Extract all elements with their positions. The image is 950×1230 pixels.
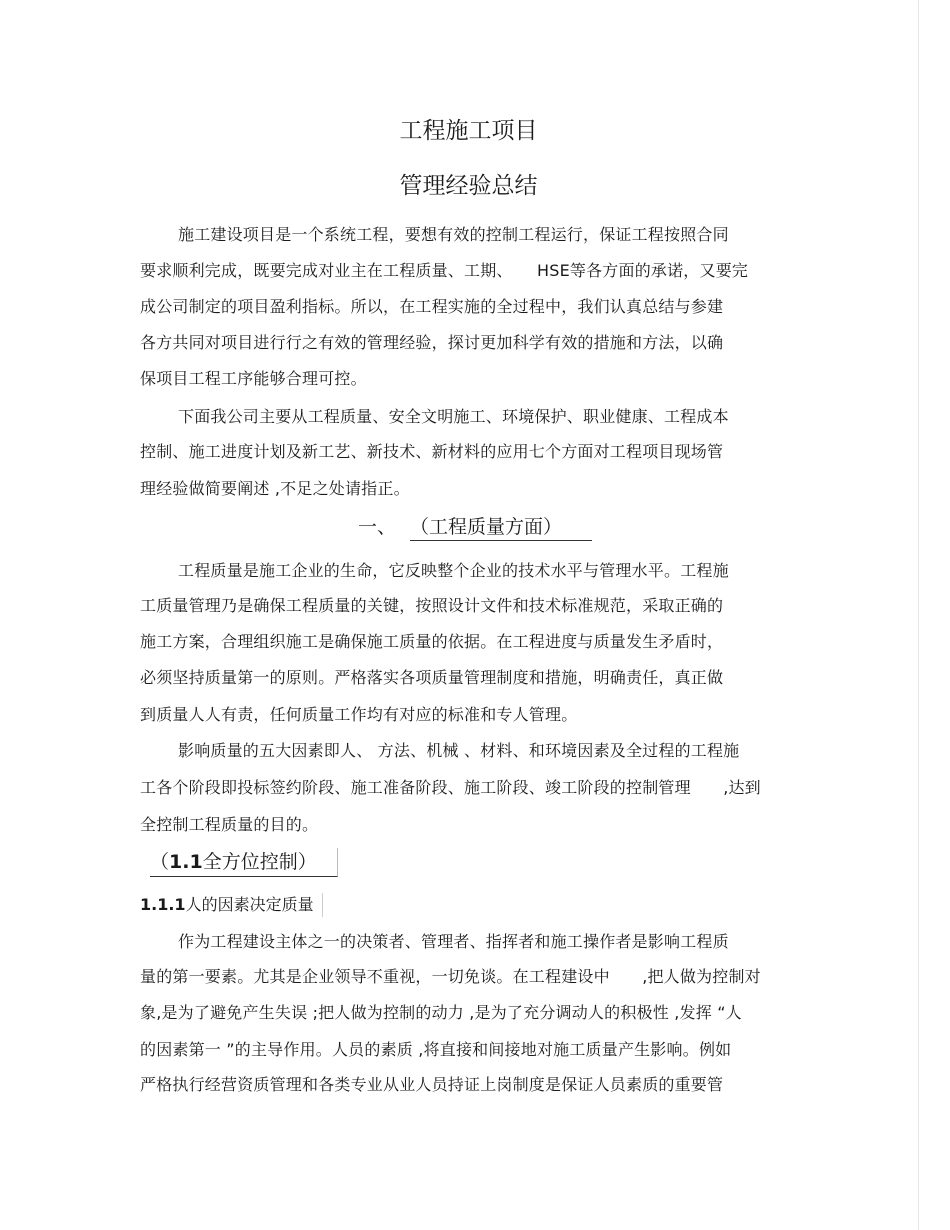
paragraph-line: 严格执行经营资质管理和各类专业从业人员持证上岗制度是保证人员素质的重要管 bbox=[140, 1075, 724, 1094]
document-subtitle: 管理经验总结 bbox=[399, 173, 538, 199]
paragraph-line: 要求顺利完成，既要完成对业主在工程质量、工期、 HSE等各方面的承诺，又要完 bbox=[140, 261, 749, 280]
paragraph-line: 到质量人人有责，任何质量工作均有对应的标准和专人管理。 bbox=[140, 705, 578, 724]
section-heading-quality bbox=[358, 514, 592, 541]
paragraph-line: 各方共同对项目进行行之有效的管理经验，探讨更加科学有效的措施和方法，以确 bbox=[140, 333, 724, 352]
subsection-number: 1.1 bbox=[169, 851, 203, 873]
paragraph-line: 全控制工程质量的目的。 bbox=[140, 815, 319, 834]
paragraph-line: 象,是为了避免产生失误 ;把人做为控制的动力 ,是为了充分调动人的积极性 ,发挥 “人 bbox=[140, 1003, 742, 1022]
section-title: （工程质量方面） bbox=[410, 514, 592, 541]
subsection-heading-1-1 bbox=[150, 848, 338, 877]
subsection-number: 1.1.1 bbox=[140, 895, 186, 914]
paragraph-line: 必须坚持质量第一的原则。严格落实各项质量管理制度和措施，明确责任，真正做 bbox=[140, 668, 724, 687]
subsection-title: 人的因素决定质量 bbox=[185, 895, 314, 914]
paragraph-line: 控制、施工进度计划及新工艺、新技术、新材料的应用七个方面对工程项目现场管 bbox=[140, 442, 724, 461]
paragraph-line: 下面我公司主要从工程质量、安全文明施工、环境保护、职业健康、工程成本 bbox=[178, 407, 729, 426]
paragraph-line: 量的第一要素。尤其是企业领导不重视，一切免谈。在工程建设中 ,把人做为控制对 bbox=[140, 967, 761, 986]
document-title: 工程施工项目 bbox=[399, 118, 538, 144]
paragraph-line: 成公司制定的项目盈利指标。所以，在工程实施的全过程中，我们认真总结与参建 bbox=[140, 297, 724, 316]
paragraph-line: 保项目工程工序能够合理可控。 bbox=[140, 369, 367, 388]
paragraph-line: 作为工程建设主体之一的决策者、管理者、指挥者和施工操作者是影响工程质 bbox=[178, 932, 729, 951]
paragraph-line: 工程质量是施工企业的生命，它反映整个企业的技术水平与管理水平。工程施 bbox=[178, 561, 729, 580]
paragraph-line: 施工建设项目是一个系统工程，要想有效的控制工程运行，保证工程按照合同 bbox=[178, 225, 729, 244]
paragraph-line: 理经验做简要阐述 ,不足之处请指正。 bbox=[140, 479, 410, 498]
subsection-heading-1-1-1 bbox=[140, 893, 323, 917]
paragraph-line: 影响质量的五大因素即人、 方法、机械 、材料、和环境因素及全过程的工程施 bbox=[178, 741, 740, 760]
paragraph-line: 工质量管理乃是确保工程质量的关键，按照设计文件和技术标准规范，采取正确的 bbox=[140, 596, 724, 615]
section-number: 一、 bbox=[358, 516, 397, 538]
paragraph-line: 的因素第一 ”的主导作用。人员的素质 ,将直接和间接地对施工质量产生影响。例如 bbox=[140, 1040, 732, 1059]
paragraph-line: 施工方案，合理组织施工是确保施工质量的依据。在工程进度与质量发生矛盾时， bbox=[140, 632, 724, 651]
paragraph-line: 工各个阶段即投标签约阶段、施工准备阶段、施工阶段、竣工阶段的控制管理 ,达到 bbox=[140, 778, 761, 797]
subsection-title: 全方位控制） bbox=[202, 851, 317, 873]
subsection-open-paren: （ bbox=[150, 851, 170, 873]
